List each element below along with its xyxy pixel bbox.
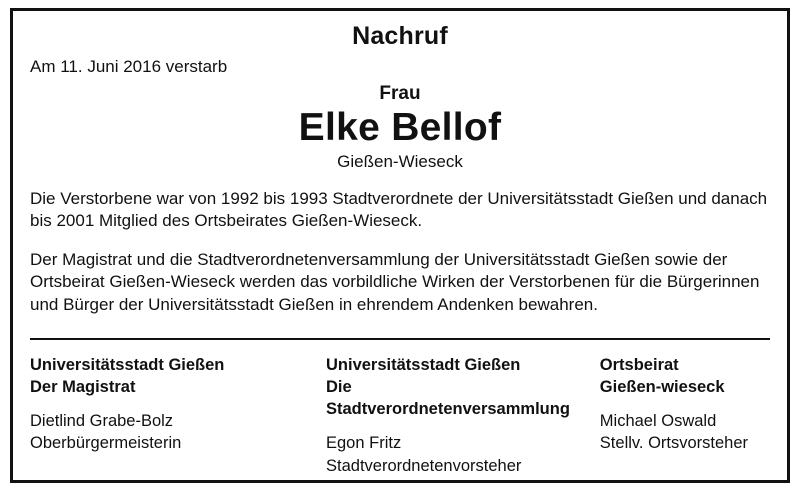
signature-spacer	[326, 420, 590, 432]
signature-person-name: Egon Fritz	[326, 434, 402, 453]
signature-org-line-2: Gießen-wieseck	[599, 378, 725, 397]
signature-spacer	[30, 398, 316, 410]
signature-org-line-2: Die Stadtverordnetenversammlung	[326, 378, 570, 419]
salutation: Frau	[379, 83, 421, 104]
page-title: Nachruf	[352, 22, 448, 50]
notice-content	[30, 22, 770, 475]
signature-person-role: Oberbürgermeisterin	[30, 434, 182, 453]
deceased-name: Elke Bellof	[298, 106, 502, 149]
signature-column	[30, 354, 326, 477]
signature-spacer	[600, 398, 760, 410]
divider	[30, 338, 770, 340]
signature-org-line-1: Universitätsstadt Gießen	[30, 356, 225, 375]
signature-person-role: Stellv. Ortsvorsteher	[599, 434, 749, 453]
body-paragraph-2: Der Magistrat und die Stadtverordnetenversammlung der Universitätsstadt Gießen sowie der Ortsbeirat Gießen-Wieseck werden das vorbildliche Wirken der Verstorbenen für die Bürgerinnen und Bürger der Universitätsstadt Gießen in ehrendem Andenken bewahren.	[30, 249, 760, 314]
death-date-line: Am 11. Juni 2016 verstarb	[30, 57, 228, 76]
signature-column	[600, 354, 770, 477]
deceased-place: Gießen-Wieseck	[337, 151, 463, 171]
signature-person-role: Stadtverordnetenvorsteher	[326, 456, 522, 475]
signature-org-line-1: Ortsbeirat	[599, 356, 679, 375]
signature-block	[30, 354, 770, 477]
signature-org-line-2: Der Magistrat	[30, 378, 136, 397]
signature-person-name: Dietlind Grabe-Bolz	[30, 412, 174, 431]
body-paragraph-1: Die Verstorbene war von 1992 bis 1993 Stadtverordnete der Universitätsstadt Gießen und danach bis 2001 Mitglied des Ortsbeirates Gießen-Wieseck.	[30, 188, 768, 231]
signature-column	[326, 354, 600, 477]
signature-person-name: Michael Oswald	[599, 412, 717, 431]
signature-org-line-1: Universitätsstadt Gießen	[326, 356, 521, 375]
